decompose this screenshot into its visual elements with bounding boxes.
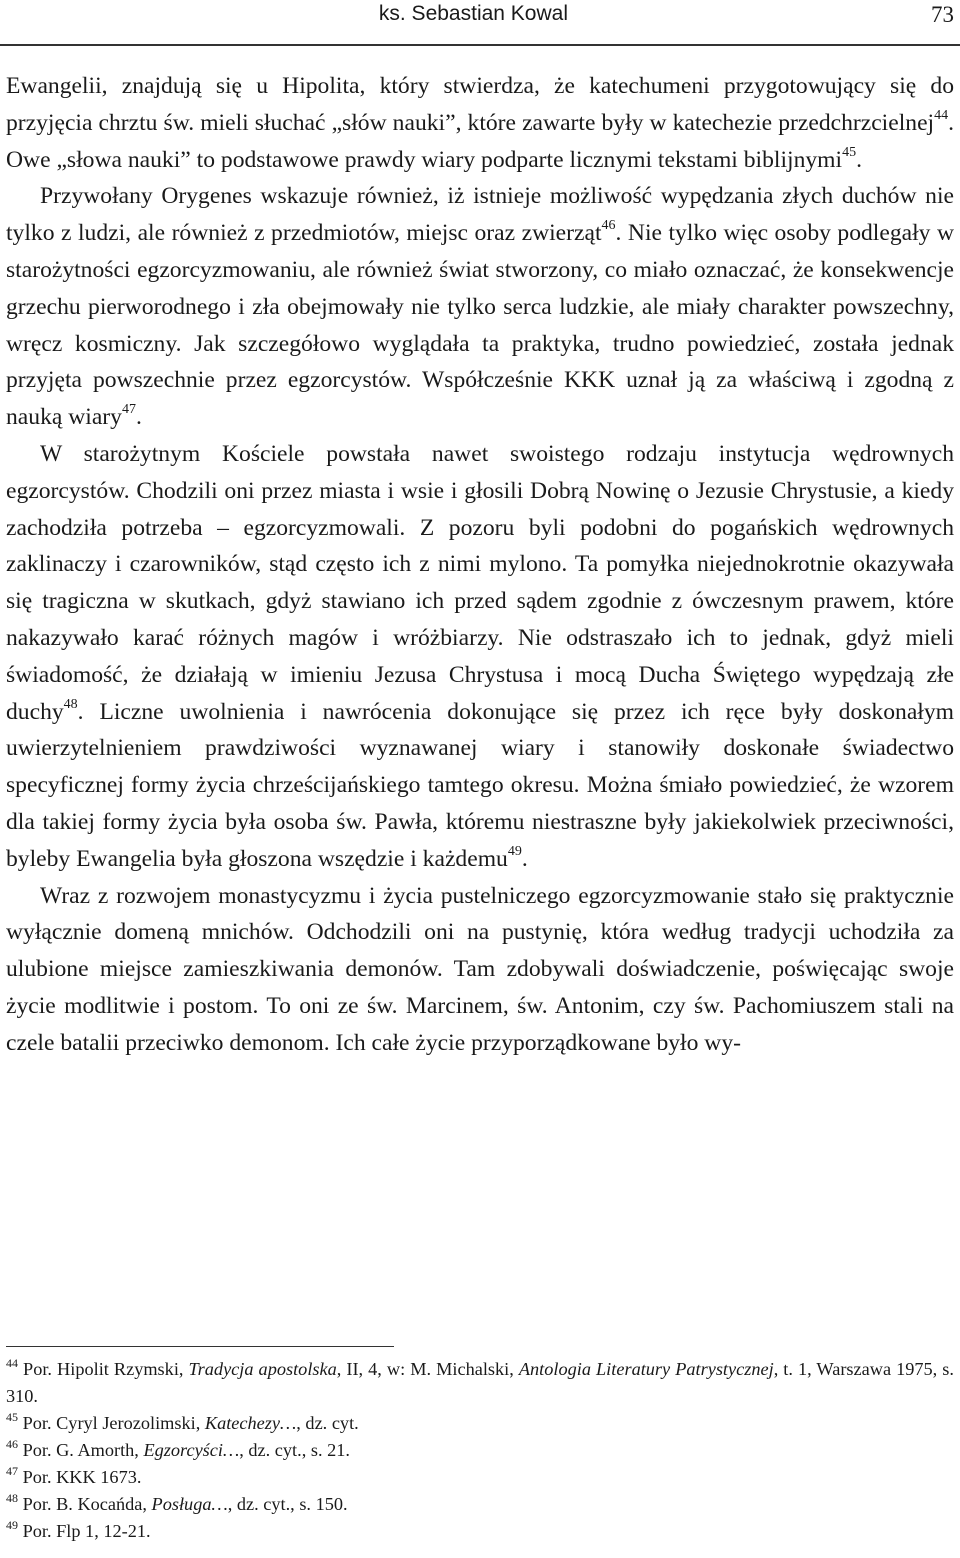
footnote-text: Por. KKK 1673. bbox=[22, 1467, 142, 1487]
footnotes bbox=[6, 1356, 954, 1545]
footnote-title: Egzorcyści… bbox=[143, 1440, 240, 1460]
footnote-title: Tradycja apostolska bbox=[188, 1359, 337, 1379]
footnote-number: 48 bbox=[6, 1491, 18, 1505]
footnote-text: Por. Hipolit Rzymski, bbox=[23, 1359, 189, 1379]
paragraph-text: . Liczne uwolnienia i nawrócenia dokonujące się przez ich ręce były doskonałym uwierzytelnieniem prawdziwości wyznawanej wiary i stanowiły doskonałe świadectwo specyficznej formy życia chrześcijańskiego tamtego okresu. Można śmiało powiedzieć, że wzorem dla takiej formy życia była osoba św. Pawła, któremu niestraszne były jakiekolwiek przeciwności, byleby Ewangelia była głoszona wszędzie i każdemu bbox=[6, 698, 954, 872]
footnote-number: 49 bbox=[6, 1518, 18, 1532]
footnote-separator bbox=[6, 1346, 394, 1347]
page-number: 73 bbox=[931, 2, 954, 27]
paragraph-text: . bbox=[135, 404, 142, 431]
footnote-reference[interactable]: 46 bbox=[601, 218, 616, 234]
footnote-text: Por. Cyryl Jerozolimski, bbox=[22, 1413, 205, 1433]
paragraph bbox=[6, 68, 954, 178]
footnote-text: , dz. cyt., s. 21. bbox=[239, 1440, 350, 1460]
paragraph-text: Ewangelii, znajdują się u Hipolita, który stwierdza, że katechumeni przygotowujący się do przyjęcia chrztu św. mieli słuchać „słów nauki”, które zawarte były w katechezie przedchrzcielnej bbox=[6, 73, 954, 136]
footnote-text: Por. Flp 1, 12-21. bbox=[22, 1521, 151, 1541]
footnote-text: , II, 4, w: M. Michalski, bbox=[336, 1359, 519, 1379]
paragraph-text: Przywołany Orygenes wskazuje również, iż istnieje możliwość wypędzania złych duchów nie tylko z ludzi, ale również z przedmiotów, miejsc oraz zwierząt bbox=[6, 183, 954, 247]
paragraph-text: . Nie tylko więc osoby podlegały w starożytności egzorcyzmowaniu, ale również świat stworzony, co miało oznaczać, że konsekwencje grzechu pierworodnego i zła obejmowały nie tylko serca ludzkie, ale miały charakter powszechny, wręcz kosmiczny. Jak szczegółowo wyglądała ta praktyka, trudno powiedzieć, została jednak przyjęta powszechnie przez egzorcystów. Współcześnie KKK uznał ją za właściwą i zgodną z nauką wiary bbox=[6, 220, 955, 431]
footnote-reference[interactable]: 49 bbox=[507, 843, 522, 859]
footnote-reference[interactable]: 45 bbox=[842, 144, 857, 160]
footnote bbox=[6, 1464, 954, 1491]
paragraph bbox=[6, 878, 954, 1062]
footnote-title: Katechezy… bbox=[204, 1413, 297, 1433]
paragraph bbox=[6, 436, 954, 878]
footnote-reference[interactable]: 47 bbox=[121, 402, 136, 418]
footnote bbox=[6, 1518, 954, 1545]
footnote-number: 47 bbox=[6, 1464, 18, 1478]
footnote-number: 44 bbox=[6, 1356, 18, 1370]
footnote bbox=[6, 1410, 954, 1437]
paragraph-text: W starożytnym Kościele powstała nawet swoistego rodzaju instytucja wędrownych egzorcystów. Chodzili oni przez miasta i wsie i głosili Dobrą Nowinę o Jezusie Chrystusie, a kiedy zachodziła potrzeba – egzorcyzmowali. Z pozoru byli podobni do pogańskich wędrownych zaklinaczy i czarowników, stąd często ich z nimi mylono. Ta pomyłka niejednokrotnie okazywała się tragiczna w skutkach, gdyż stawiano ich przed sądem zgodnie z ówczesnym prawem, które nakazywało karać różnych magów i wróżbiarzy. Nie odstraszało ich to jednak, gdyż mieli świadomość, że działają w imieniu Jezusa Chrystusa i mocą Ducha Świętego wypędzają złe duchy bbox=[6, 440, 954, 725]
paragraph bbox=[6, 178, 954, 436]
paragraph-text: . bbox=[521, 845, 528, 872]
paragraph-text: . Owe „słowa nauki” to podstawowe prawdy wiary podparte licznymi tekstami biblijnymi bbox=[6, 109, 954, 173]
footnote-reference[interactable]: 44 bbox=[934, 107, 949, 123]
paragraph-text: Wraz z rozwojem monastycyzmu i życia pustelniczego egzorcyzmowanie stało się praktycznie wyłącznie domeną mnichów. Odchodzili oni na pustynię, która według tradycji uchodziła za ulubione miejsce zamieszkiwania demonów. Tam zdobywali doświadczenie, poświęcając swoje życie modlitwie i postom. To oni ze św. Marcinem, św. Antonim, czy św. Pachomiuszem stali na czele batalii przeciwko demonom. Ich całe życie przyporządkowane było wy- bbox=[6, 882, 954, 1056]
footnote-reference[interactable]: 48 bbox=[63, 696, 78, 712]
running-head-author: ks. Sebastian Kowal bbox=[378, 2, 568, 25]
footnote bbox=[6, 1491, 954, 1518]
footnote bbox=[6, 1356, 954, 1410]
footnote-number: 45 bbox=[6, 1410, 18, 1424]
running-head bbox=[0, 0, 960, 36]
footnote-text: Por. B. Kocańda, bbox=[22, 1494, 152, 1514]
body-text bbox=[6, 68, 954, 1062]
footnote-title: Posługa… bbox=[151, 1494, 228, 1514]
paragraph-text: . bbox=[856, 146, 862, 173]
footnote-title: Antologia Literatury Patrystycznej bbox=[518, 1359, 774, 1379]
footnote-number: 46 bbox=[6, 1437, 18, 1451]
footnote-text: Por. G. Amorth, bbox=[22, 1440, 144, 1460]
footnote-text: , t. 1, Warszawa 1975, s. 310. bbox=[6, 1359, 954, 1406]
footnote bbox=[6, 1437, 954, 1464]
footnote-text: , dz. cyt. bbox=[296, 1413, 359, 1433]
footnote-text: , dz. cyt., s. 150. bbox=[227, 1494, 348, 1514]
header-rule bbox=[0, 44, 960, 46]
